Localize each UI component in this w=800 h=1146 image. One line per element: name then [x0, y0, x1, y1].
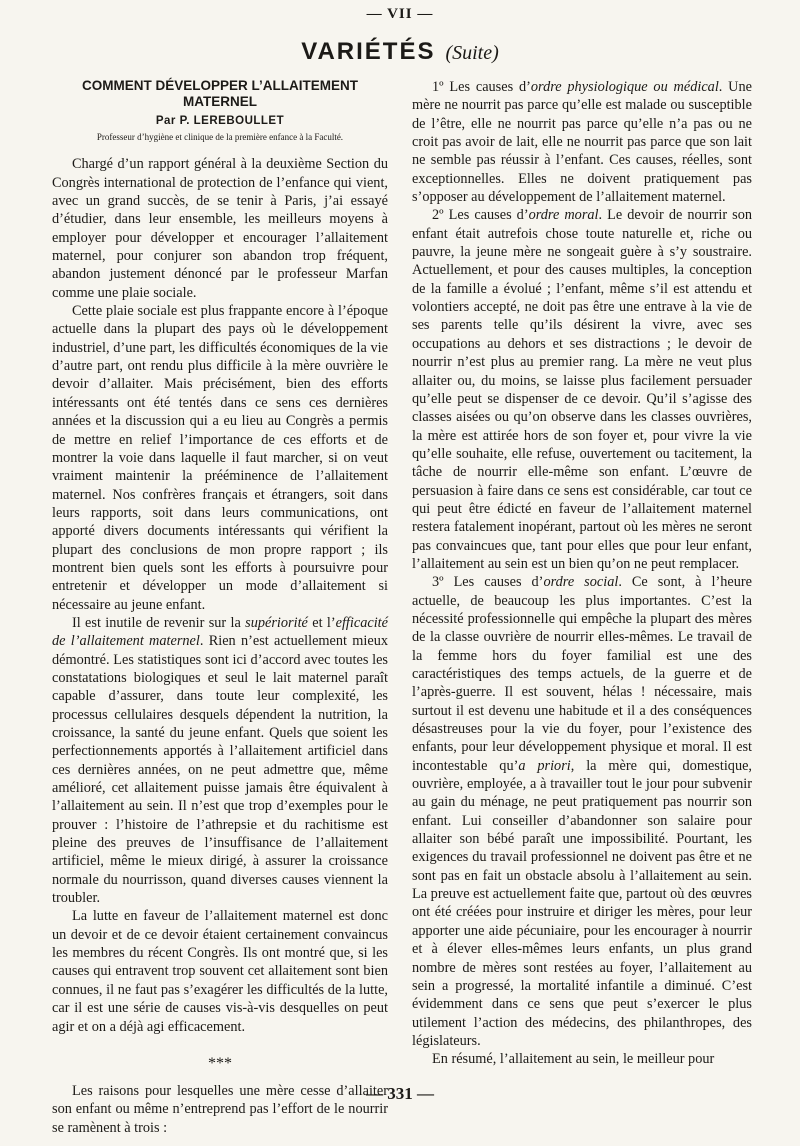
- section-title: VARIÉTÉS: [301, 38, 436, 65]
- italic-run: a priori: [518, 757, 571, 774]
- section-suite: (Suite): [445, 42, 499, 64]
- paragraph-cause-morale: [412, 206, 752, 573]
- text-run: 2º Les causes d’: [432, 207, 529, 224]
- article-title-line2: MATERNEL: [183, 94, 257, 109]
- italic-run: ordre physiologique ou médical: [530, 79, 719, 95]
- left-column: [52, 78, 388, 1137]
- paragraph-lutte: La lutte en faveur de l’allaitement maternel est donc un devoir et de ce devoir étaient certainement convaincus les membres du récent Congrès. Ils ont montré que, si les causes qui entravent trop souvent cet allaitement sont bien connues, il ne faut pas s’exagérer les difficultés de la lutte, car il est une série de causes vis-à-vis desquelles on peut agir et on a déjà agi efficacement.: [52, 908, 388, 1035]
- section-separator-asterisks: ***: [208, 1054, 232, 1072]
- paragraph-intro: Chargé d’un rapport général à la deuxième Section du Congrès international de protection de l’enfance qui vient, avec un grand succès, de se tenir à Paris, j’ai essayé d’étudier, dans leur ensemble, les meilleurs moyens à employer pour développer et encourager l’allaitement maternel, pour conjurer son abandon trop fréquent, abandon justement dénoncé par le professeur Marfan comme une plaie sociale.: [52, 156, 388, 301]
- author-affiliation: Professeur d’hygiène et clinique de la première enfance à la Faculté.: [96, 132, 344, 143]
- paragraph-resume: En résumé, l’allaitement au sein, le meilleur pour: [432, 1051, 715, 1068]
- text-run: , la mère qui, domestique, ouvrière, employée, a à travailler tout le jour pour subvenir au gain du ménage, ne peut pratiquement pas nourrir son enfant. Lui conseiller d’abandonner son salaire pour allaiter son bébé paraît une impossibilité. Pourtant, les exigences du travail professionnel ne doivent pas être et ne sont pas en fait un obstacle absolu à l’allaitement au sein. La preuve est actuellement faite que, partout où des œuvres ont été créées pour instruire et diriger les mères, pour leur apporter une aide pécuniaire, pour les encourager à nourrir et à élever elles-mêmes leurs enfants, un plus grand nombre de mères sont restées au foyer, l’allaitement au sein a progressé, la mortalité infantile a diminué. C’est évidemment dans ce sens que peut s’exercer le plus utilement l’action des médecins, des philanthropes, des législateurs.: [412, 757, 753, 1049]
- italic-run: efficacité de l’allaitement maternel: [52, 614, 389, 650]
- article-title: [52, 78, 388, 110]
- paragraph-cause-sociale: [412, 573, 752, 1050]
- section-heading: [0, 38, 800, 66]
- paragraph-superiorite: [52, 614, 388, 908]
- text-run: 1º Les causes d’: [432, 79, 531, 95]
- paragraph-raisons: Les raisons pour lesquelles une mère cesse d’allaiter son enfant ou même n’entreprend pas l’effort de le nourrir se ramènent à trois :: [52, 1082, 388, 1136]
- text-run: . Une mère ne nourrit pas parce qu’elle est malade ou susceptible de l’être, elle ne nourrit pas parce qu’elle n’a pas ou ne croit pas avoir de lait, elle ne nourrit pas parce que son lait ne semble pas réussir à l’enfant. Ces causes, réelles, sont exceptionnelles. Elles ne doivent pratiquement pas s’opposer au développement de l’allaitement maternel.: [412, 79, 753, 206]
- text-run: 3º Les causes d’: [432, 574, 544, 591]
- text-run: . Ce sont, à l’heure actuelle, de beaucoup les plus importantes. C’est la nécessité professionnelle qui empêche la plupart des mères de la classe ouvrière de nourrir elles-mêmes. Le travail de la femme hors du foyer familial est une des caractéristiques des temps actuels, de la guerre et de l’après-guerre. Il est souvent, hélas ! nécessaire, mais surtout il est devenu une habitude et il a des conséquences désastreuses pour la vie du foyer, pour l’existence des enfants, pour leur développement physique et moral. Il est incontestable qu’: [412, 574, 752, 774]
- page-number: — 331 —: [366, 1084, 434, 1103]
- italic-run: ordre moral: [528, 207, 599, 224]
- article-author: Par P. LEREBOULLET: [155, 115, 285, 127]
- text-run: . Rien n’est actuellement mieux démontré. Les statistiques sont ici d’accord avec toutes les constatations biologiques et seul le lait maternel paraît capable d’assurer, dans toute leur complexité, les processus cellulaires desquels dépendent la nutrition, la croissance, la santé du jeune enfant. Quels que soient les perfectionnements apportés à l’allaitement artificiel dans ces dernières années, on ne peut admettre que, même amélioré, cet allaitement puisse jamais être équivalent à l’allaitement au sein. Il n’est que trop d’exemples pour le prouver : l’histoire de l’athrepsie et du rachitisme est pleine des preuves de l’insuffisance de l’allaitement artificiel, même le mieux dirigé, à assurer la croissance normale du nourrisson, quand diverses causes viennent la troubler.: [52, 633, 388, 907]
- text-run: Il est inutile de revenir sur la: [72, 614, 246, 631]
- right-column: [412, 78, 752, 1069]
- paragraph-cause-physiologique: [412, 78, 752, 206]
- paragraph-plaie-sociale: Cette plaie sociale est plus frappante encore à l’époque actuelle dans la plupart des pays où le développement industriel, d’une part, les difficultés économiques de la vie d’autre part, ont rendu plus difficile à la mère ouvrière le devoir d’allaiter. Mais précisément, bien des efforts intéressants ont été tentés dans ce sens ces dernières années et la discussion qui a eu lieu au Congrès a permis de mettre en relief l’importance de ces efforts et de montrer la voie dans laquelle il faut marcher, si on veut vraiment maintenir la prééminence de l’allaitement maternel. Nos confrères français et étrangers, soit dans leurs rapports, soit dans leurs communications, ont apporté divers documents intéressants qui vérifient la plupart des conclusions de mon propre rapport ; ils montrent bien quels sont les efforts à poursuivre pour entretenir et développer un mode d’allaitement si nécessaire au jeune enfant.: [52, 303, 388, 613]
- italic-run: ordre social: [543, 574, 619, 591]
- roman-page-number: — VII —: [366, 6, 434, 22]
- italic-run: supériorité: [245, 614, 308, 631]
- article-title-line1: COMMENT DÉVELOPPER L’ALLAITEMENT: [81, 78, 358, 93]
- text-run: . Le devoir de nourrir son enfant était autrefois chose toute naturelle et, riche ou pauvre, la jeune mère ne songeait guère à s’y soustraire. Actuellement, et pour des causes multiples, la conception de la famille a évolué ; l’enfant, même s’il est attendu et volontiers accepté, ne doit pas être une entrave à la vie de ses parents telle qu’ils désirent la vivre, avec ses occupations au dehors et ses distractions ; le devoir de nourrir n’est plus au premier rang. La mère ne veut plus allaiter ou, du moins, se laisse plus facilement persuader qu’elle peut se dispenser de ce devoir. Qu’il s’agisse des classes aisées ou qu’on observe dans les classes ouvrières, la mère est attirée hors de son foyer et, pour vivre la vie qu’elle souhaite, elle refuse, ouvertement ou tacitement, la tâche de nourrir elle-même son enfant. L’œuvre de persuasion à faire dans ce sens est considérable, car tout ce qui peut être édicté en faveur de l’allaitement maternel restera fatalement inopérant, partout où les mères ne seront pas convaincues que, tant pour elles que pour leur enfant, l’allaitement au sein est un bien qu’on ne peut remplacer.: [412, 207, 752, 572]
- text-run: et l’: [307, 614, 336, 631]
